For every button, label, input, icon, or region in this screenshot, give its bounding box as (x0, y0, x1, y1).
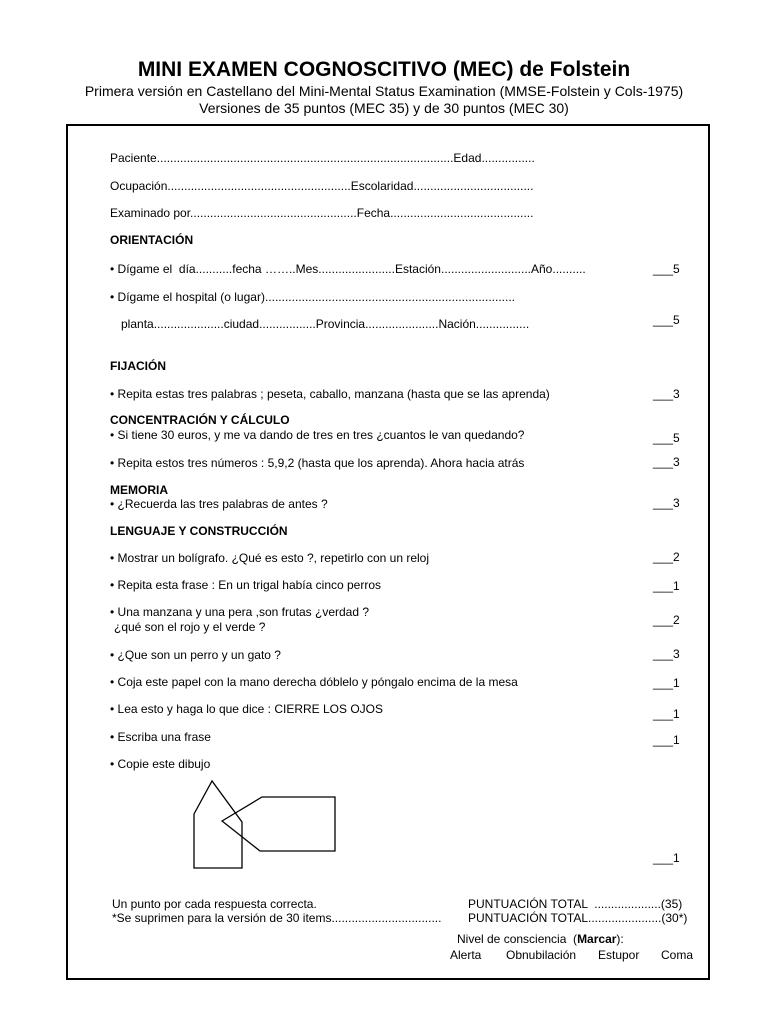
item-conc-euros: • Si tiene 30 euros, y me va dando de tres en tres ¿cuantos le van quedando? (110, 428, 525, 442)
score-len-copy: ___1 (653, 851, 680, 865)
page-title: MINI EXAMEN COGNOSCITIVO (MEC) de Folstein (137, 58, 631, 81)
item-len-paper: • Coja este papel con la mano derecha dóblelo y póngalo encima de la mesa (110, 675, 518, 689)
item-orient-date: • Dígame el día...........fecha ……..Mes.......................Estación...........................Año.......... (110, 262, 586, 276)
score-conc-numbers: ___3 (653, 455, 680, 469)
score-len-pen: ___2 (653, 550, 680, 564)
score-orient-date: ___5 (653, 262, 680, 276)
section-fijacion: FIJACIÓN (110, 359, 167, 373)
item-len-fruits: • Una manzana y una pera ,son frutas ¿verdad ? (110, 605, 370, 619)
score-len-animals: ___3 (653, 647, 680, 661)
score-conc-euros: ___5 (653, 431, 680, 445)
total-30: PUNTUACIÓN TOTAL......................(30*) (468, 911, 688, 925)
score-len-phrase: ___1 (653, 579, 680, 593)
item-len-phrase: • Repita esta frase : En un trigal había cinco perros (110, 578, 382, 592)
item-mem-recall: • ¿Recuerda las tres palabras de antes ? (110, 497, 328, 511)
score-mem-recall: ___3 (653, 496, 680, 510)
item-orient-place-detail: planta.....................ciudad.................Provincia......................Nación................ (121, 317, 530, 331)
score-fij-words: ___3 (653, 387, 680, 401)
consciousness-coma[interactable]: Coma (661, 948, 694, 962)
score-len-read: ___1 (653, 707, 680, 721)
footer-note-1: Un punto por cada respuesta correcta. (112, 897, 317, 911)
score-len-fruits: ___2 (653, 613, 680, 627)
item-len-colors: ¿qué son el rojo y el verde ? (114, 620, 266, 634)
pentagon-right (222, 797, 335, 851)
item-len-animals: • ¿Que son un perro y un gato ? (110, 648, 281, 662)
score-orient-place: ___5 (653, 313, 680, 327)
consciousness-estupor[interactable]: Estupor (598, 948, 640, 962)
consciousness-obnubilacion[interactable]: Obnubilación (506, 948, 577, 962)
section-orientacion: ORIENTACIÓN (110, 233, 194, 247)
examiner-field: Examinado por..................................................Fecha........................................... (110, 206, 534, 220)
pentagons-drawing (188, 778, 348, 874)
subtitle-line-1: Primera versión en Castellano del Mini-Mental Status Examination (MMSE-Folstein y Cols-1975) (84, 83, 684, 99)
footer-note-2: *Se suprimen para la versión de 30 items................................. (112, 911, 442, 925)
patient-name-field: Paciente.........................................................................................Edad................ (110, 151, 535, 165)
item-len-copy: • Copie este dibujo (110, 757, 211, 771)
pentagon-left (194, 781, 242, 868)
item-fij-words: • Repita estas tres palabras ; peseta, caballo, manzana (hasta que se las aprenda) (110, 387, 550, 401)
consciousness-label: Nivel de consciencia (Marcar): (457, 932, 624, 946)
item-len-read: • Lea esto y haga lo que dice : CIERRE LOS OJOS (110, 702, 384, 716)
item-orient-place: • Dígame el hospital (o lugar)........................................................................... (110, 290, 515, 304)
score-len-write: ___1 (653, 733, 680, 747)
item-len-write: • Escriba una frase (110, 730, 211, 744)
total-35: PUNTUACIÓN TOTAL ....................(35) (468, 897, 683, 911)
section-memoria: MEMORIA (110, 483, 168, 497)
occupation-field: Ocupación.......................................................Escolaridad.................................... (110, 179, 534, 193)
item-len-pen: • Mostrar un bolígrafo. ¿Qué es esto ?, repetirlo con un reloj (110, 551, 430, 565)
section-concentracion: CONCENTRACIÓN Y CÁLCULO (110, 413, 290, 427)
consciousness-alerta[interactable]: Alerta (450, 948, 482, 962)
mark-label: Marcar (577, 932, 617, 946)
subtitle-line-2: Versiones de 35 puntos (MEC 35) y de 30 puntos (MEC 30) (199, 100, 569, 116)
item-conc-numbers: • Repita estos tres números : 5,9,2 (hasta que los aprenda). Ahora hacia atrás (110, 456, 525, 470)
section-lenguaje: LENGUAJE Y CONSTRUCCIÓN (110, 524, 288, 538)
score-len-paper: ___1 (653, 676, 680, 690)
